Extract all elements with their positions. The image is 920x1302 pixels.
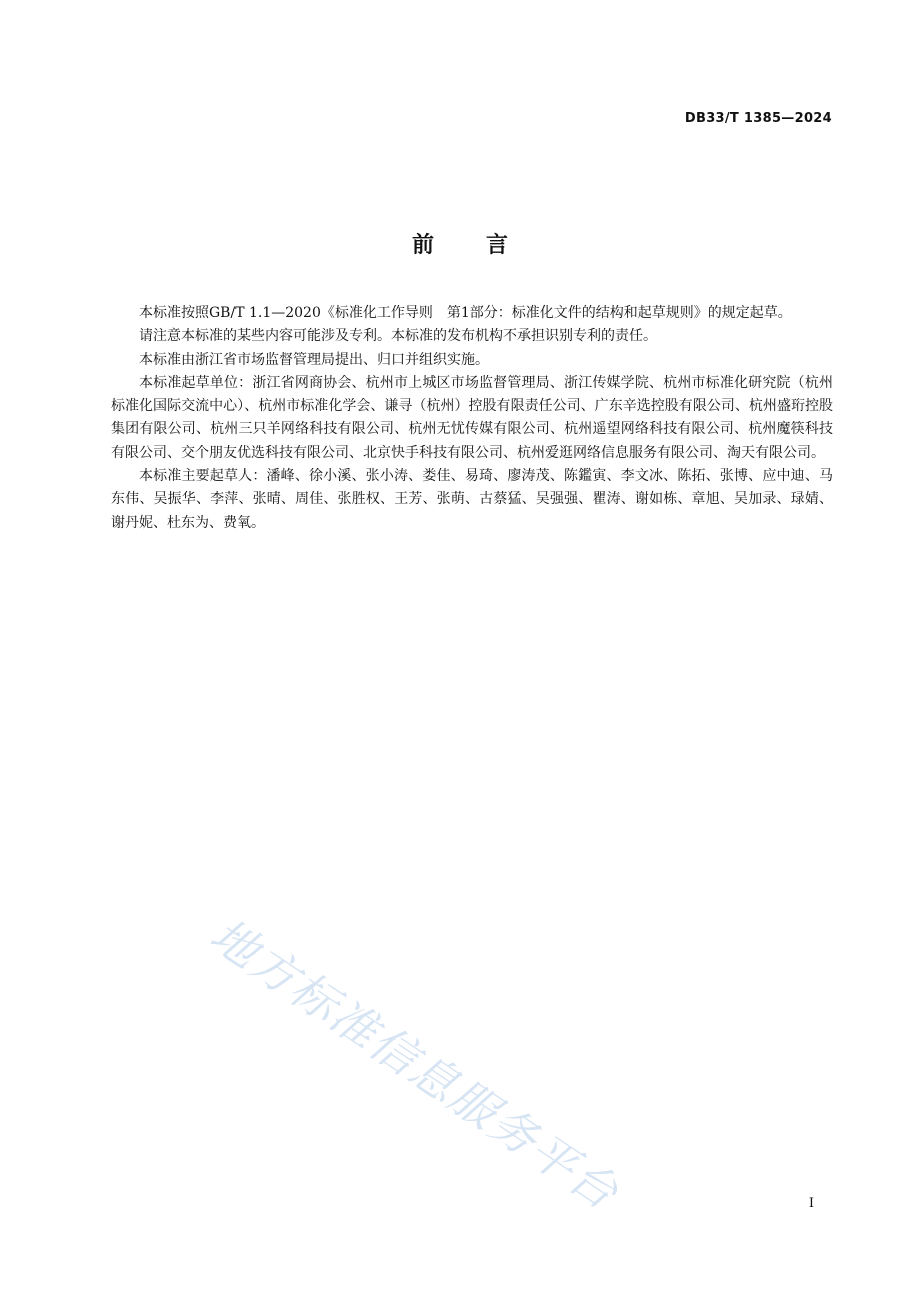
- page-number: I: [808, 1196, 814, 1211]
- paragraph-drafting-rules: 本标准按照GB/T 1.1—2020《标准化工作导则 第1部分：标准化文件的结构和起草规则》的规定起草。: [139, 305, 792, 321]
- page-title: 前言: [411, 233, 560, 258]
- paragraph-drafters: 本标准主要起草人：潘峰、徐小溪、张小涛、娄佳、易琦、廖涛茂、陈鑑寅、李文冰、陈拓、张博、应中迪、马东伟、吴振华、李萍、张晴、周佳、张胜权、王芳、张萌、古蔡猛、吴强强、瞿涛、谢如栋、章旭、吴加录、琭婧、谢丹妮、杜东为、费氧。: [111, 468, 833, 531]
- standard-number: DB33/T 1385—2024: [684, 111, 832, 126]
- watermark: 地方标准信息服务平台: [200, 907, 629, 1221]
- paragraph-proposer: 本标准由浙江省市场监督管理局提出、归口并组织实施。: [139, 351, 489, 368]
- preface-body: [111, 302, 833, 535]
- paragraph-patent-notice: 请注意本标准的某些内容可能涉及专利。本标准的发布机构不承担识别专利的责任。: [139, 328, 657, 345]
- paragraph-drafting-units: 本标准起草单位：浙江省网商协会、杭州市上城区市场监督管理局、浙江传媒学院、杭州市标准化研究院（杭州标准化国际交流中心）、杭州市标准化学会、谦寻（杭州）控股有限责任公司、广东辛选控股有限公司、杭州盛珩控股集团有限公司、杭州三只羊网络科技有限公司、杭州无忧传媒有限公司、杭州遥望网络科技有限公司、杭州魔筷科技有限公司、交个朋友优选科技有限公司、北京快手科技有限公司、杭州爱逛网络信息服务有限公司、淘天有限公司。: [111, 374, 833, 461]
